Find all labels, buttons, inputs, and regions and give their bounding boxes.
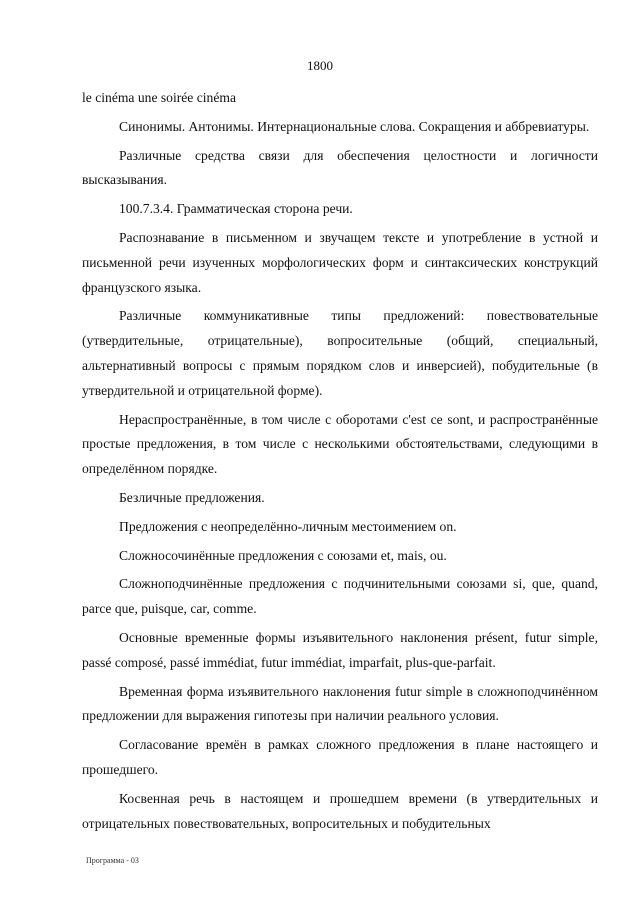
paragraph-2: Синонимы. Антонимы. Интернациональные слова. Сокращения и аббревиатуры. [119, 118, 590, 134]
paragraph-15: Косвенная речь в настоящем и прошедшем времени (в утвердительных и отрицательных повествовательных, вопросительных и побудительных [82, 790, 598, 831]
page-number: 1800 [307, 58, 333, 73]
page-footer: Программа - 03 [86, 856, 139, 865]
paragraph-3: Различные средства связи для обеспечения целостности и логичности высказывания. [82, 147, 598, 188]
paragraph-1: le cinéma une soirée cinéma [82, 90, 236, 105]
paragraph-12: Основные временные формы изъявительного наклонения présent, futur simple, passé composé, passé immédiat, futur immédiat, imparfait, plus-que-parfait. [82, 629, 598, 670]
paragraph-5: Распознавание в письменном и звучащем тексте и употребление в устной и письменной речи изученных морфологических форм и синтаксических конструкций французского языка. [82, 229, 598, 295]
paragraph-8: Безличные предложения. [119, 489, 265, 505]
paragraph-9: Предложения с неопределённо-личным местоимением on. [119, 518, 457, 534]
paragraph-11: Сложноподчинённые предложения с подчинительными союзами si, que, quand, parce que, puisque, car, comme. [82, 576, 598, 617]
paragraph-10: Сложносочинённые предложения с союзами et, mais, ou. [119, 547, 447, 563]
paragraph-13: Временная форма изъявительного наклонения futur simple в сложноподчинённом предложении для выражения гипотезы при наличии реального условия. [82, 683, 598, 724]
paragraph-14: Согласование времён в рамках сложного предложения в плане настоящего и прошедшего. [82, 737, 598, 777]
paragraph-6: Различные коммуникативные типы предложений: повествовательные (утвердительные, отрицательные), вопросительные (общий, специальный, альтернативный вопросы с прямым порядком слов и инверсией), побудительные (в утвердительной и отрицательной форме). [82, 308, 598, 398]
paragraph-7: Нераспространённые, в том числе с оборотами c'est ce sont, и распространённые простые предложения, в том числе с несколькими обстоятельствами, следующими в определённом порядке. [82, 411, 598, 477]
document-body [82, 86, 598, 840]
section-heading: 100.7.3.4. Грамматическая сторона речи. [119, 201, 353, 217]
